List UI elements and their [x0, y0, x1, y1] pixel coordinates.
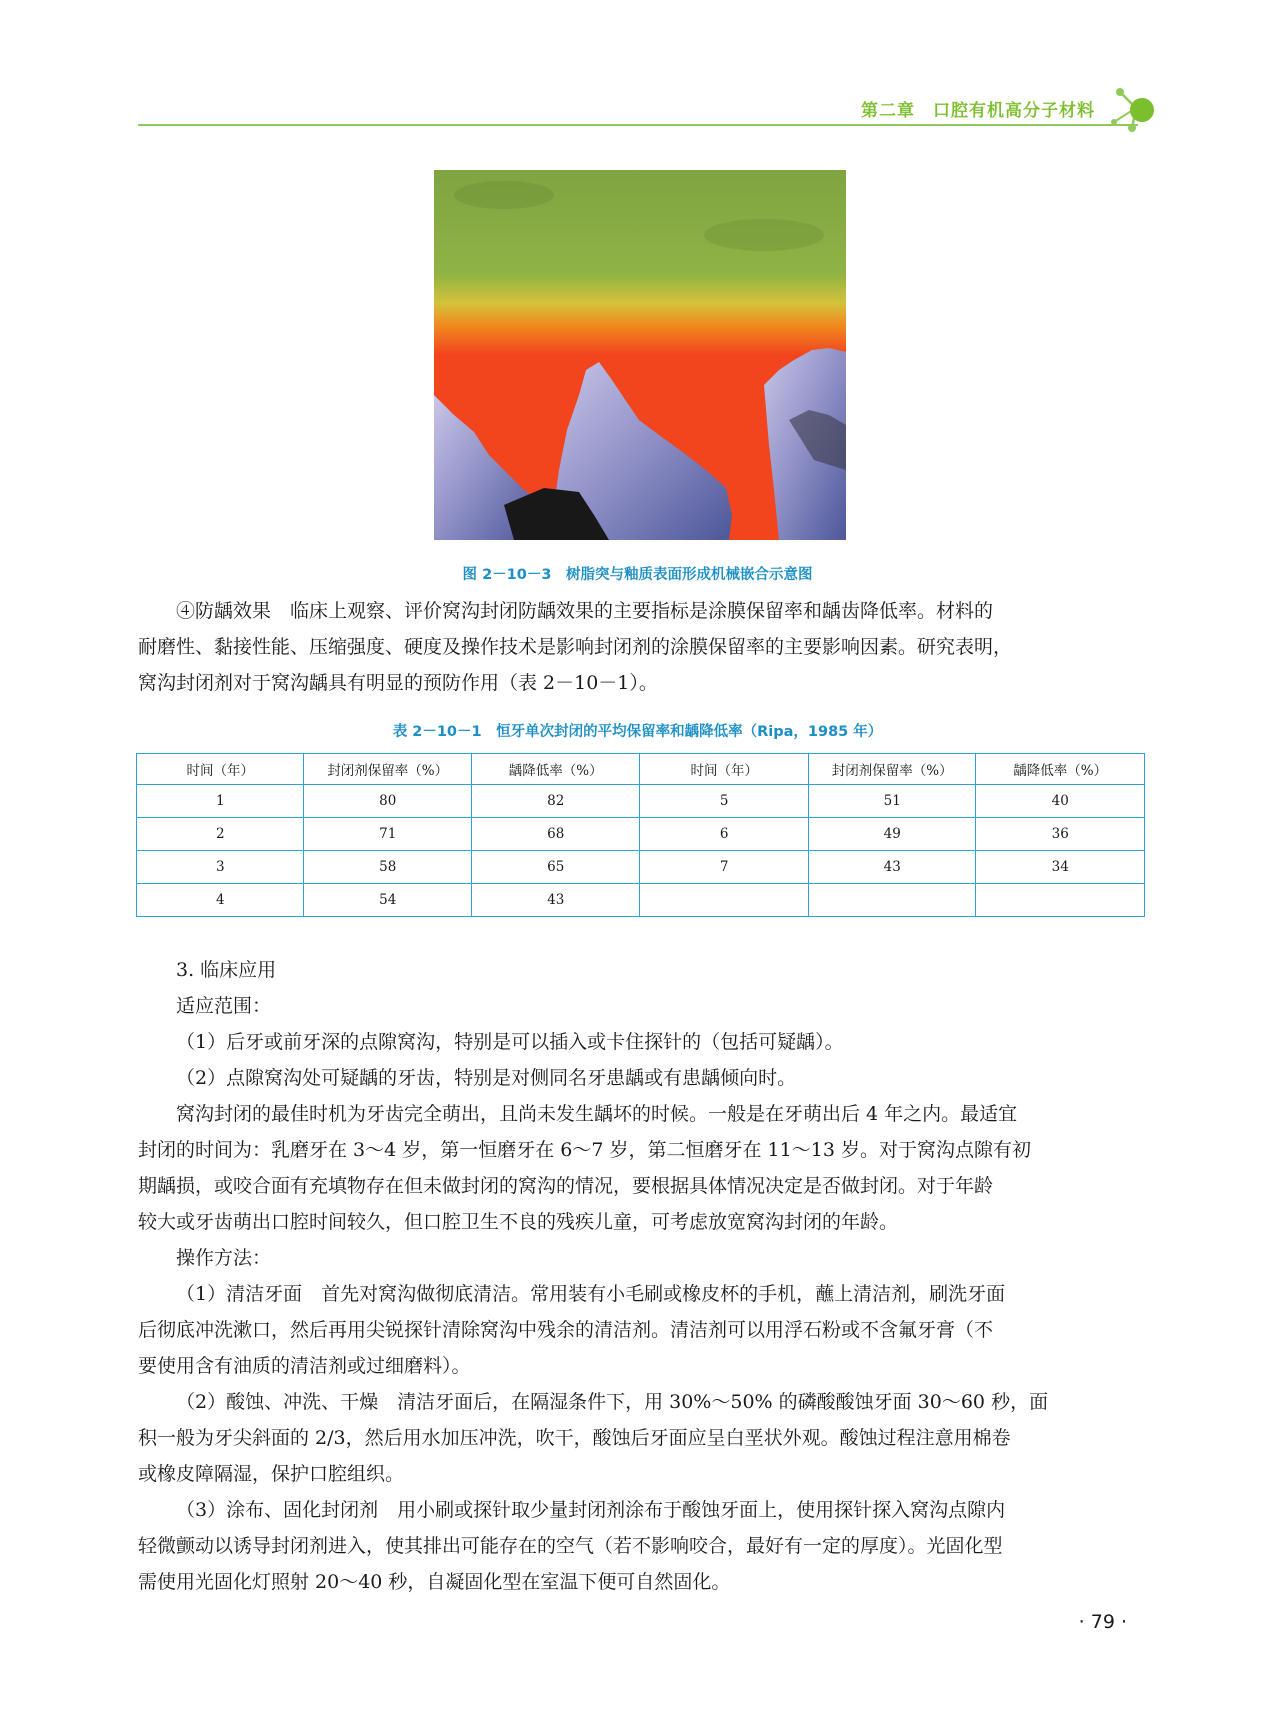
- table-cell: 5: [640, 785, 809, 818]
- table-cell: 36: [976, 818, 1145, 851]
- column-header: 封闭剂保留率（%）: [808, 754, 975, 785]
- text-line: 后彻底冲洗漱口，然后再用尖锐探针清除窝沟中残余的清洁剂。清洁剂可以用浮石粉或不含氟牙膏（不: [138, 1319, 994, 1341]
- table-cell: 43: [471, 884, 640, 917]
- table-cell: 43: [808, 851, 975, 884]
- table-cell: 71: [304, 818, 471, 851]
- text-line: 轻微颤动以诱导封闭剂进入，使其排出可能存在的空气（若不影响咬合，最好有一定的厚度）。光固化型: [138, 1535, 1003, 1557]
- table-caption: 表 2－10－1 恒牙单次封闭的平均保留率和龋降低率（Ripa，1985 年）: [392, 724, 883, 740]
- table-cell: 49: [808, 818, 975, 851]
- text-line: 较大或牙齿萌出口腔时间较久，但口腔卫生不良的残疾儿童，可考虑放宽窝沟封闭的年龄。: [138, 1211, 899, 1233]
- section-heading: 3. 临床应用: [176, 959, 277, 981]
- table-header-row: [137, 754, 1145, 785]
- method-label: 操作方法：: [176, 1247, 272, 1269]
- text-line: 窝沟封闭的最佳时机为牙齿完全萌出，且尚未发生龋坏的时候。一般是在牙萌出后 4 年之内。最适宜: [176, 1103, 1018, 1125]
- scope-item: （1）后牙或前牙深的点隙窝沟，特别是可以插入或卡住探针的（包括可疑龋）。: [176, 1031, 844, 1053]
- table-cell: 1: [137, 785, 304, 818]
- header-rule: [138, 124, 1138, 126]
- retention-table: [136, 753, 1145, 917]
- column-header: 时间（年）: [640, 754, 809, 785]
- text-line: （3）涂布、固化封闭剂 用小刷或探针取少量封闭剂涂布于酸蚀牙面上，使用探针探入窝沟点隙内: [176, 1499, 1006, 1521]
- molecule-icon: [1110, 86, 1160, 134]
- text-line: 或橡皮障隔湿，保护口腔组织。: [138, 1463, 405, 1485]
- table-cell: 6: [640, 818, 809, 851]
- chapter-title: 第二章 口腔有机高分子材料: [861, 101, 1095, 121]
- column-header: 封闭剂保留率（%）: [304, 754, 471, 785]
- scope-item: （2）点隙窝沟处可疑龋的牙齿，特别是对侧同名牙患龋或有患龋倾向时。: [176, 1067, 797, 1089]
- page-number: · 79 ·: [1078, 1611, 1127, 1633]
- text-line: 积一般为牙尖斜面的 2/3，然后用水加压冲洗，吹干，酸蚀后牙面应呈白垩状外观。酸蚀过程注意用棉卷: [138, 1427, 1011, 1449]
- table-cell: [976, 884, 1145, 917]
- text-line: （2）酸蚀、冲洗、干燥 清洁牙面后，在隔湿条件下，用 30%～50% 的磷酸酸蚀牙面 30～60 秒，面: [176, 1391, 1049, 1413]
- text-line: 耐磨性、黏接性能、压缩强度、硬度及操作技术是影响封闭剂的涂膜保留率的主要影响因素。研究表明，: [138, 636, 1013, 658]
- figure-caption: 图 2－10－3 树脂突与釉质表面形成机械嵌合示意图: [462, 567, 813, 583]
- table-cell: 82: [471, 785, 640, 818]
- column-header: 龋降低率（%）: [471, 754, 640, 785]
- table-cell: 7: [640, 851, 809, 884]
- table-cell: 65: [471, 851, 640, 884]
- scope-label: 适应范围：: [176, 995, 272, 1017]
- text-line: ④防龋效果 临床上观察、评价窝沟封闭防龋效果的主要指标是涂膜保留率和龋齿降低率。材料的: [176, 600, 994, 622]
- table-row: [137, 785, 1145, 818]
- table-cell: 51: [808, 785, 975, 818]
- table-cell: 4: [137, 884, 304, 917]
- table-cell: 34: [976, 851, 1145, 884]
- text-line: 要使用含有油质的清洁剂或过细磨料）。: [138, 1355, 471, 1377]
- table-cell: 3: [137, 851, 304, 884]
- column-header: 龋降低率（%）: [976, 754, 1145, 785]
- table-cell: 58: [304, 851, 471, 884]
- table-cell: 40: [976, 785, 1145, 818]
- text-line: （1）清洁牙面 首先对窝沟做彻底清洁。常用装有小毛刷或橡皮杯的手机，蘸上清洁剂，刷洗牙面: [176, 1283, 1006, 1305]
- table-cell: 54: [304, 884, 471, 917]
- resin-enamel-micrograph: [434, 170, 846, 540]
- text-line: 期龋损，或咬合面有充填物存在但未做封闭的窝沟的情况，要根据具体情况决定是否做封闭。对于年龄: [138, 1175, 994, 1197]
- table-cell: [640, 884, 809, 917]
- table-row: [137, 884, 1145, 917]
- table-cell: [808, 884, 975, 917]
- table-row: [137, 851, 1145, 884]
- table-cell: 2: [137, 818, 304, 851]
- text-line: 封闭的时间为：乳磨牙在 3～4 岁，第一恒磨牙在 6～7 岁，第二恒磨牙在 11～13 岁。对于窝沟点隙有初: [138, 1139, 1031, 1161]
- table-row: [137, 818, 1145, 851]
- paragraph-caries-prevention: [138, 593, 1148, 629]
- text-line: 窝沟封闭剂对于窝沟龋具有明显的预防作用（表 2－10－1）。: [138, 672, 658, 694]
- table-cell: 68: [471, 818, 640, 851]
- text-line: 需使用光固化灯照射 20～40 秒，自凝固化型在室温下便可自然固化。: [138, 1571, 731, 1593]
- column-header: 时间（年）: [137, 754, 304, 785]
- table-cell: 80: [304, 785, 471, 818]
